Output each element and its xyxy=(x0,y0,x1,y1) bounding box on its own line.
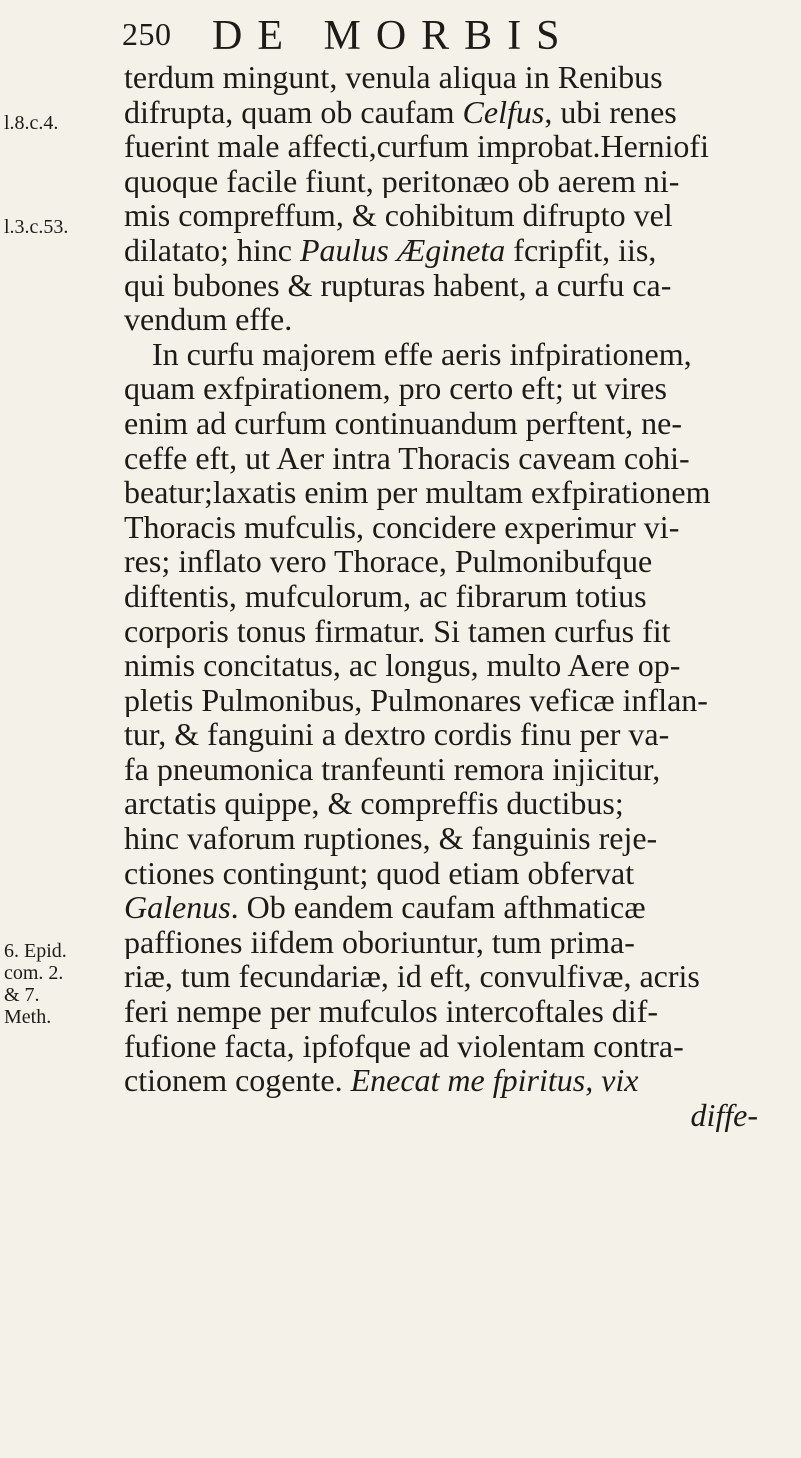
margin-note: l.3.c.53. xyxy=(4,216,69,238)
text-line: res; inflato vero Thorace, Pulmonibufque xyxy=(124,544,653,579)
running-title: DE MORBIS xyxy=(212,13,575,59)
text-line: fufione facta, ipfofque ad violentam contra- xyxy=(124,1028,684,1064)
text-line: ctiones contingunt; quod etiam obfervat xyxy=(124,855,635,891)
margin-note: Meth. xyxy=(4,1006,52,1028)
text-line: fuerint male affecti,curfum improbat.Herniofi xyxy=(124,129,709,164)
text-line: dilatato; hinc Paulus Ægineta fcripfit, iis, xyxy=(124,232,657,268)
quotation: Enecat me fpiritus, vix xyxy=(350,1063,639,1098)
text-line: paffiones iifdem oboriuntur, tum prima- xyxy=(124,924,635,960)
text-line: mis compreffum, & cohibitum difrupto vel xyxy=(124,198,673,233)
text-line: beatur;laxatis enim per multam exfpirationem xyxy=(124,475,711,510)
text-line: ceffe eft, ut Aer intra Thoracis caveam cohi- xyxy=(124,440,690,476)
page-number: 250 xyxy=(122,16,172,52)
text-line: riæ, tum fecundariæ, id eft, convulfivæ, acris xyxy=(124,959,700,995)
text-line: feri nempe per mufculos intercoftales dif- xyxy=(124,994,658,1029)
text-line: pletis Pulmonibus, Pulmonares veficæ inflan- xyxy=(124,682,708,718)
text-line: Thoracis mufculis, concidere experimur vi- xyxy=(124,509,680,545)
text-line: quoque facile fiunt, peritonæo ob aerem ni- xyxy=(124,163,680,199)
body-text xyxy=(124,60,800,1132)
text-line: terdum mingunt, venula aliqua in Renibus xyxy=(124,60,663,95)
text-line: fa pneumonica tranfeunti remora injicitur, xyxy=(124,751,661,787)
text-line: vendum effe. xyxy=(124,302,293,337)
text-line: difrupta, quam ob caufam Celfus, ubi renes xyxy=(124,94,677,130)
text-line: arctatis quippe, & compreffis ductibus; xyxy=(124,786,624,822)
catchword-line xyxy=(124,1098,800,1133)
author-name: Galenus xyxy=(124,890,231,925)
margin-note: l.8.c.4. xyxy=(4,112,59,134)
margin-note: & 7. xyxy=(4,984,40,1006)
text-line: tur, & fanguini a dextro cordis finu per va- xyxy=(124,717,670,752)
running-head xyxy=(122,12,682,59)
text-line: enim ad curfum continuandum perftent, ne- xyxy=(124,405,683,441)
text-line: hinc vaforum ruptiones, & fanguinis reje- xyxy=(124,821,658,856)
margin-note: com. 2. xyxy=(4,962,64,984)
text-line: ctionem cogente. Enecat me fpiritus, vix xyxy=(124,1063,639,1098)
text-line: Galenus. Ob eandem caufam afthmaticæ xyxy=(124,890,646,925)
catchword: diffe- xyxy=(690,1097,758,1133)
author-name: Paulus Ægineta xyxy=(299,232,506,268)
text-line: corporis tonus firmatur. Si tamen curfus fit xyxy=(124,613,671,649)
text-line: In curfu majorem effe aeris infpirationem, xyxy=(152,336,692,372)
margin-notes xyxy=(0,0,122,1458)
author-name: Celfus xyxy=(462,94,545,130)
text-line: diftentis, mufculorum, ac fibrarum totius xyxy=(124,578,647,614)
text-line: quam exfpirationem, pro certo eft; ut vires xyxy=(124,371,667,406)
text-line: nimis concitatus, ac longus, multo Aere op- xyxy=(124,648,681,683)
margin-note: 6. Epid. xyxy=(4,940,67,962)
text-line: qui bubones & rupturas habent, a curfu ca- xyxy=(124,267,672,303)
